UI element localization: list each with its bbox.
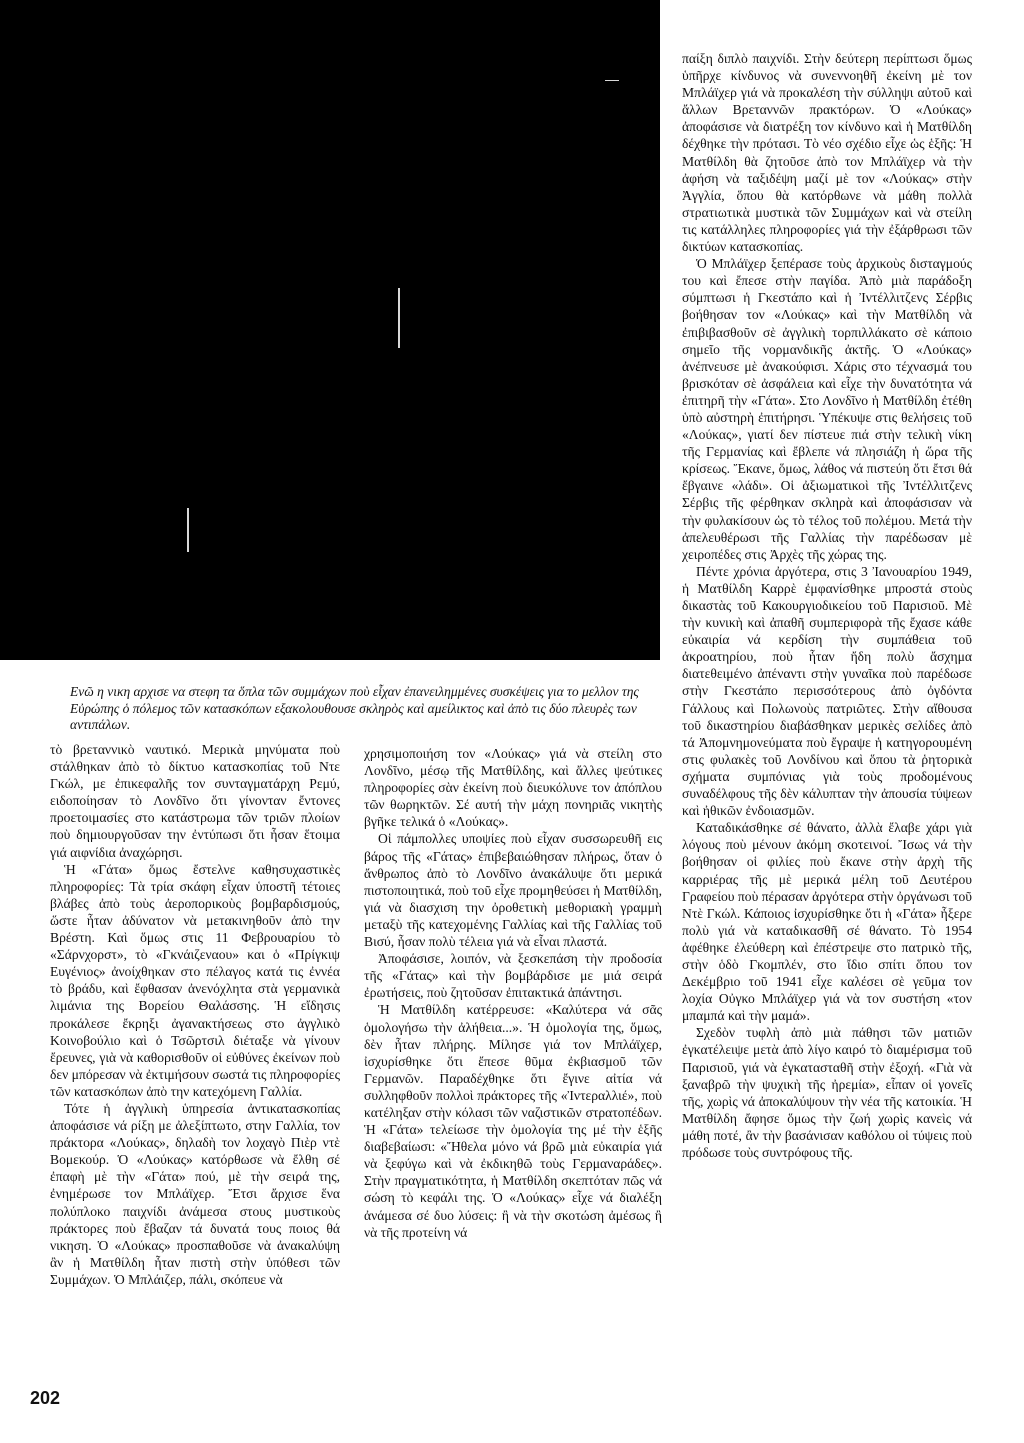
paragraph: χρησιμοποιήση τον «Λούκας» γιά νὰ στείλη στο Λονδῖνο, μέσῳ τῆς Ματθίλδης, καὶ ἄλλες ψεύτικες πληροφορίες σὰν ἐκείνη ποὺ διευκόλυνε τον ἀπόπλου τῶν θωρηκτῶν. Σέ αυτή τὴν μάχη πονηριᾶς νικητὴς βγῆκε τελικά ὁ «Λούκας». xyxy=(364,746,662,830)
paragraph: Ἡ Ματθίλδη κατέρρευσε: «Καλύτερα νά σᾶς ὁμολογήσω τὴν ἀλήθεια...». Ἡ ὁμολογία της, ὅμως, δὲν ἦταν πλήρης. Μίλησε γιά τον Μπλάϊχερ, ἰσχυρίσθηκε ὅτι ἔπεσε θῦμα ἐκβιασμοῦ τῶν Γερμανῶν. Παραδέχθηκε ὅτι ἔγινε αἰτία νά συλληφθοῦν πολλοὶ πράκτορες τῆς «Ἰντεραλλιέ», ποὺ κατέληξαν στὴν κόλασι τῶν ναζιστικῶν στρατοπέδων. Ἡ «Γάτα» τελείωσε τὴν ὁμολογία της μέ τὴν ἑξῆς διαβεβαίωσι: «Ἤθελα μόνο νά βρῶ μιὰ εὐκαιρία γιά νὰ ξεφύγω καὶ νὰ ἐκδικηθῶ τοὺς Γερμαναράδες». Στὴν πραγματικότητα, ἡ Ματθίλδη σκεπτόταν πῶς νά σώση τὸ κεφάλι της. Ὁ «Λούκας» εἶχε νά διαλέξη ἀνάμεσα σέ δυο λύσεις: ἢ νὰ τὴν σκοτώση ἀμέσως ἢ νὰ τῆς προτείνη νά xyxy=(364,1002,662,1240)
photo-dark xyxy=(0,0,660,660)
paragraph: τὸ βρεταννικὸ ναυτικό. Μερικὰ μηνύματα ποὺ στάλθηκαν ἀπὸ τὸ δίκτυο κατασκοπίας τοῦ Ντε Γκώλ, με ἐπικεφαλῆς τον συνταγματάρχη Ρεμύ, ειδοποίησαν τὸ Λονδῖνο ὅτι γίνονταν ἔντονες προετοιμασίες στο κατάστρωμα τῶν τριῶν πλοίων ποὺ δημιουργοῦσαν την ἐντύπωσι ὅτι ἦσαν ἕτοιμα γιά αιφνίδια ἀναχώρησι. xyxy=(50,742,340,860)
paragraph: Τότε ἡ ἀγγλικὴ ὑπηρεσία ἀντικατασκοπίας ἀποφάσισε νά ρίξη με ἀλεξίπτωτο, στην Γαλλία, τον πράκτορα «Λούκας», δηλαδὴ τον λοχαγὸ Πιὲρ ντὲ Βομεκούρ. Ὁ «Λούκας» κατόρθωσε νὰ ἔλθη σέ ἐπαφὴ μὲ τὴν «Γάτα» πού, μὲ τὴν σειρά της, ἐνημέρωσε τον Μπλάϊχερ. Ἔτσι ἄρχισε ἕνα πολύπλοκο παιχνίδι ἀνάμεσα στους μυστικοὺς πράκτορες ποὺ ἔβαζαν τά δυνατά τους ποιος θά νικηση. Ὁ «Λούκας» προσπαθοῦσε νὰ ἀνακαλύψη ἂν ἡ Ματθίλδη ἦταν πιστὴ στὴν ὑπόθεσι τῶν Συμμάχων. Ὁ Μπλάιζερ, πάλι, σκόπευε νὰ xyxy=(50,1100,340,1287)
paragraph: Ὁ Μπλάϊχερ ξεπέρασε τοὺς ἀρχικοὺς δισταγμούς του καὶ ἔπεσε στὴν παγίδα. Ἀπὸ μιὰ παράδοξη σύμπτωσι ἡ Γκεστάπο καὶ ἡ Ἰντέλλιτζενς Σέρβις βοήθησαν τον «Λούκας» καὶ τὴν Ματθίλδη νὰ ἐπιβιβασθοῦν σὲ ἀγγλικὴ τορπιλλάκατο σὲ κάποιο σημεῖο τῆς νορμανδικῆς ἀκτῆς. Ὁ «Λούκας» ἀνέπνευσε μὲ ἀνακούφισι. Χάρις στο τέχνασμά του βρισκόταν σὲ ἀσφάλεια καὶ εἶχε τὴν δυνατότητα νά ἐπιτηρῆ τὴν «Γάτα». Στο Λονδῖνο ἡ Ματθίλδη ἐτέθη ὑπὸ αὐστηρὴ ἐπιτήρησι. Ὑπέκυψε στις θελήσεις τοῦ «Λούκας», γιατί δεν πίστευε πιά στὴν τελικὴ νίκη τῆς Γερμανίας καὶ ἔβλεπε νά πλησιάζη ἡ ὥρα τῆς κρίσεως. Ἔκανε, ὅμως, λάθος νά πιστεύη ὅτι ἔτσι θά ἔβγαινε «λάδι». Οἱ ἀξιωματικοὶ τῆς Ἰντέλλιτζενς Σέρβις τῆς φέρθηκαν σκληρὰ καὶ ἀποφάσισαν νὰ τὴν φυλακίσουν ὡς τὸ τέλος τοῦ πολέμου. Μετά τὴν ἀπελευθέρωσι τῆς Γαλλίας τὴν παρέδωσαν μὲ χειροπέδες στις Ἀρχὲς τῆς χώρας της. xyxy=(682,256,972,562)
paragraph: Ἀποφάσισε, λοιπόν, νὰ ξεσκεπάση τὴν προδοσία τῆς «Γάτας» καὶ τὴν βομβάρδισε με μιά σειρά ἐρωτήσεις, ποὺ ζητοῦσαν ἐπιτακτικά ἀπάντησι. xyxy=(364,951,662,1001)
text-column-middle xyxy=(364,745,662,1241)
text-column-right xyxy=(682,50,972,1161)
paragraph: Πέντε χρόνια ἀργότερα, στις 3 Ἰανουαρίου 1949, ἡ Ματθίλδη Καρρὲ ἐμφανίσθηκε μπροστά στοὺς δικαστὰς τοῦ Κακουργιοδικείου τοῦ Παρισιοῦ. Μὲ τὴν κυνικὴ καὶ ἀπαθῆ συμπεριφορὰ τῆς ἔχασε κάθε εὐκαιρία νά κερδίση τὴν συμπάθεια τοῦ ἀκροατηρίου, ποὺ ἦταν ἤδη πολὺ ἄσχημα διατεθειμένο ἀπέναντι στὴν γυναῖκα ποὺ παρέδωσε στὴν Γκεστάπο περισσότερους ἀπὸ ὀγδόντα Γάλλους καὶ Πολωνοὺς πατριῶτες. Στὴν αἴθουσα τοῦ δικαστηρίου διαβάσθηκαν μερικὲς σελίδες ἀπὸ τά Ἀπομνημονεύματα ποὺ ἔγραψε ἡ κατηγορουμένη στις φυλακὲς τοῦ Λονδίνου καὶ ὅπου τὰ ῥητορικὰ σχήματα συμπόνιας γιὰ τοὺς προδομένους συναδέλφους τῆς δὲν κάλυπταν τὴν ἀπουσία τύψεων καὶ ἠθικῶν ἐνδοιασμῶν. xyxy=(682,563,972,819)
paragraph: Καταδικάσθηκε σέ θάνατο, ἀλλὰ ἔλαβε χάρι γιὰ λόγους ποὺ μένουν ἀκόμη σκοτεινοί. Ἴσως νά τὴν βοήθησαν οἱ φιλίες ποὺ ἔκανε στὴν ἀρχὴ τῆς καρριέρας τῆς μὲ μερικά μέλη τοῦ Δευτέρου Γραφείου ποὺ πέρασαν ἀργότερα στὴν ὀργάνωσι τοῦ Ντὲ Γκώλ. Κάποιος ἰσχυρίσθηκε ὅτι ἡ «Γάτα» ἦξερε πολὺ γιά νὰ καταδικασθῆ σέ θάνατο. Τὸ 1954 ἀφέθηκε ἐλεύθερη καὶ ἐπέστρεψε στο πατρικὸ τῆς, στὴν ὁδὸ Γκομπλέν, στο ἴδιο σπίτι ὅπου τον Δεκέμβριο τοῦ 1941 εἶχε καλέσει σὲ γεῦμα τον λοχία Οὐγκο Μπλάϊχερ γιά νὰ τον συστήση «τον μπαμπά καὶ τὴν μαμά». xyxy=(682,820,972,1024)
paragraph: Σχεδὸν τυφλὴ ἀπὸ μιὰ πάθησι τῶν ματιῶν ἐγκατέλειψε μετὰ ἀπὸ λίγο καιρό τὸ διαμέρισμα τοῦ Παρισιοῦ, γιά νὰ ἐγκατασταθῆ στὴν ἐξοχή. «Γιὰ νὰ ξαναβρῶ τὴν ψυχικὴ τῆς ἠρεμία», εἶπαν οἱ γονεῖς τῆς, χωρὶς νά ἀποκαλύψουν τὴν νέα τῆς κατοικία. Ἡ Ματθίλδη ἄφησε ὅμως τὴν ζωή χωρὶς κανεὶς νά μάθη ποτέ, ἂν τὴν βασάνισαν καθόλου οἱ τύψεις ποὺ πρόδωσε τοὺς συντρόφους τῆς. xyxy=(682,1025,972,1160)
photo-scratch xyxy=(398,288,400,348)
paragraph: Οἱ πάμπολλες υποψίες ποὺ εἶχαν συσσωρευθῆ εις βάρος τῆς «Γάτας» ἐπιβεβαιώθησαν πλήρως, ὅταν ὁ ἄνθρωπος ἀπὸ τὸ Λονδῖνο ἀνακάλυψε ὅτι μερικά πιστοποιητικά, ποὺ τοῦ εἶχε προμηθεύσει ἡ Ματθίλδη, γιά νὰ διασχιση την ὀροθετικὴ μεθοριακὴ γραμμὴ μεταξὺ τῆς κατεχομένης Γαλλίας καὶ τῆς Γαλλίας τοῦ Βισύ, ἦσαν πολὺ τέλεια γιά νὰ εἶναι πλαστά. xyxy=(364,831,662,950)
photo-scratch xyxy=(187,508,189,552)
caption-text: Ενῶ η νικη αρχισε να στεφη τα ὅπλα τῶν συμμάχων ποὺ εἶχαν ἐπανειλημμένες συσκέψεις για το μελλον της Εὐρώπης ὁ πόλεμος τῶν κατασκόπων εξακολουθουσε σκληρὸς καὶ αμείλικτος καὶ ἀπὸ τις δύο πλευρὲς των αντιπάλων. xyxy=(70,684,639,732)
page-number: 202 xyxy=(30,1388,61,1408)
paragraph: Ἡ «Γάτα» ὅμως ἔστελνε καθησυχαστικὲς πληροφορίες: Τὰ τρία σκάφη εἶχαν ὑποστῆ τέτοιες βλάβες ἀπὸ τοὺς ἀεροπορικοὺς βομβαρδισμούς, ὥστε ἦταν ἀδύνατον νὰ μετακινηθοῦν ἀπὸ την Βρέστη. Καὶ ὅμως στις 11 Φεβρουαρίου τὸ «Σάρνχορστ», τὸ «Γκνάιζεναου» και ὁ «Πρίγκιψ Ευγένιος» ἀνοίχθηκαν στο πέλαγος κατά τις ἐννέα τὸ βράδυ, καὶ ἔφθασαν ἀνενόχλητα στὰ γερμανικὰ λιμάνια της Βορείου Θαλάσσης. Ἡ εἴδησις προκάλεσε ἔκρηξι ἀγανακτήσεως στο ἀγγλικὸ Κοινοβούλιο καὶ ὁ Τσῶρτσιλ διέταξε νὰ γίνουν ἔρευνες, γιὰ νὰ καθορισθοῦν οἱ εὐθύνες ἐκείνων ποὺ δεν μπόρεσαν νὰ ἐκτιμήσουν σωστά τις πληροφορίες τῶν κατασκόπων ἀπὸ την κατεχόμενη Γαλλία. xyxy=(50,861,340,1099)
photo-scratch xyxy=(605,80,619,81)
paragraph: παίξη διπλὸ παιχνίδι. Στὴν δεύτερη περίπτωσι ὅμως ὑπῆρχε κίνδυνος νὰ συνεννοηθῆ ἐκείνη μὲ τον Μπλάϊχερ γιά νὰ προκαλέση τὴν σύλληψι αὐτοῦ καὶ ἄλλων Βρεταννῶν πρακτόρων. Ὁ «Λούκας» ἀποφάσισε νὰ διατρέξη τον κίνδυνο καὶ ἡ Ματθίλδη δέχθηκε τὴν πρότασι. Τὸ νέο σχέδιο εἶχε ὡς ἑξῆς: Ἡ Ματθίλδη θὰ ζητοῦσε ἀπὸ τον Μπλάϊχερ νὰ τὴν ἀφήση νὰ ταξιδέψη μαζί μὲ τον «Λούκας» στὴν Ἀγγλία, ὅπου θὰ κατόρθωνε νὰ μάθη πολλὰ στρατιωτικὰ μυστικὰ τῶν Συμμάχων καὶ νὰ στείλη τις κατάλληλες πληροφορίες γιά τὴν ἐξάρθρωσι τῶν δικτύων κατασκοπίας. xyxy=(682,51,972,255)
photo-caption xyxy=(70,684,680,734)
text-column-left xyxy=(50,741,340,1288)
